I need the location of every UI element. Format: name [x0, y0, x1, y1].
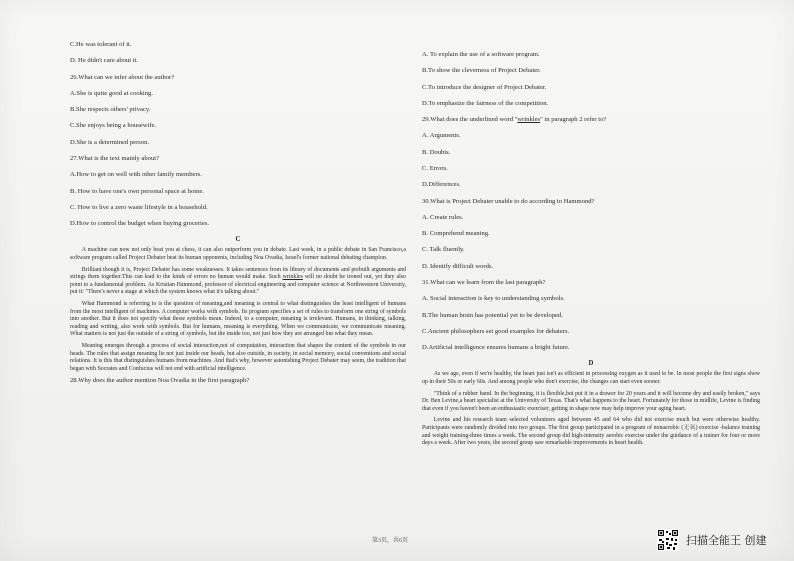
q28-option-a: A. To explain the use of a software program. — [422, 51, 540, 58]
q28-question: 28.Why does the author mention Noa Ovadia in the first paragraph? — [70, 377, 250, 385]
right-column — [422, 51, 760, 452]
section-c-paragraph-2-start: Brilliant though it is, Project Debater has some weaknesses. It takes sentences from its library of documents and prebuilt arguments and strings them together.This can lead to the kinds of errors no human would make. Such — [70, 266, 406, 281]
q27-option-d: D.How to control the budget when buying groceries. — [70, 220, 209, 228]
section-d-paragraph-1: As we age, even if we're healthy, the heart just isn't as efficient in processing oxygen as it used to be. In most people the first signs show up in their 50s or early 60s. And among people who don't exercise, the changes can start even sooner. — [422, 371, 760, 386]
q30-question: 30.What is Project Debater unable to do according to Hammond? — [422, 197, 595, 205]
section-c-title: C — [235, 236, 241, 244]
q26-option-d: D.She is a determined person. — [70, 138, 150, 146]
q28-option-c: C.To introduce the designer of Project Debater. — [422, 83, 547, 91]
q26-question: 26.What can we infer about the author? — [70, 73, 175, 81]
q29-option-b: B. Doubts. — [422, 148, 451, 156]
q29-option-d: D.Differences. — [422, 181, 461, 189]
q29-question-start: 29.What does the underlined word " — [422, 116, 518, 124]
section-d-paragraph-3: Levine and his research team selected volunteers aged between 45 and 64 who did not exercise much but were otherwise healthy. Participants were randomly divided into two groups. The first group participated in a program of nonaerobic (无氧) exercise -balance training and weight training-three times a week. The second group did high-intensity aerobic exercise under the guidance of a trainer for four or more days a week. After two years, the second group saw remarkable improvements in heart health. — [422, 417, 760, 447]
scanner-brand-label: 扫描全能王 创建 — [686, 534, 767, 547]
q25-option-d: D. He didn't care about it. — [70, 57, 139, 65]
q31-option-a: A. Social interaction is key to understanding symbols. — [422, 295, 565, 303]
underlined-word-wrinkles: wrinkles — [282, 274, 303, 281]
q27-option-a: A.How to get on well with other family members. — [70, 171, 202, 179]
q26-option-a: A.She is quite good at cooking. — [70, 89, 153, 97]
q31-question: 31.What can we learn from the last paragraph? — [422, 278, 546, 286]
section-c-paragraph-2-rest: will no doubt be ironed out, yet they also point to a fundamental problem. As Kristian Hammond, professor of electrical engineering and computer science at Northwestern University, put it: "There's never a stage at which the system knows what it's talking about." — [70, 274, 406, 296]
q31-option-d: D.Artificial intelligence ensures humans a bright future. — [422, 344, 570, 352]
q28-option-b: B.To show the cleverness of Project Debater. — [422, 67, 541, 75]
left-column — [70, 41, 406, 394]
q30-option-a: A. Create rules. — [422, 213, 464, 221]
q27-option-b: B. How to have one's own personal space at home. — [70, 187, 204, 195]
q30-option-c: C. Talk fluently. — [422, 246, 465, 254]
section-c-paragraph-3: What Hammond is referring to is the question of meaning,and meaning is central to what distinguishes the least intelligent of humans from the most intelligent of machines. A computer works with symbols. Its program specifies a set of rules to transform one string of symbols into another. But it does not specify what those symbols mean. Indeed, to a computer, meaning is irrelevant. Humans, in thinking, talking, reading and writing, also work with symbols. But for humans, meaning is everything. When we communicate, we communicate meaning. What matters is not just the outside of a string of symbols, but the inside too, not just how they are arranged but what they mean. — [70, 301, 406, 338]
q27-question: 27.What is the text mainly about? — [70, 154, 159, 162]
q31-option-b: B.The human brain has potential yet to be developed. — [422, 311, 563, 319]
q31-option-c: C.Ancient philosophers set good examples for debaters. — [422, 327, 570, 335]
q29-option-c: C. Errors. — [422, 164, 448, 172]
page-number: 第3页，共6页 — [372, 538, 409, 544]
q30-option-b: B. Comprehend meaning. — [422, 230, 490, 238]
q30-option-d: D. Identify difficult words. — [422, 262, 494, 270]
q29-question-end: " in paragraph 2 refer to? — [540, 116, 607, 124]
section-d-paragraph-2: "Think of a rubber band. In the beginning, it is flexible,but put it in a drawer for 20 years and it will become dry and easily broken," says Dr. Ben Levine,a heart specialist at the University of Texas. That's what happens to the heart. Fortunately for those in midlife, Levine is finding that even if you haven't been an enthusiastic exerciser, getting in shape now may help improve your aging heart. — [422, 390, 760, 412]
q26-option-c: C.She enjoys being a housewife. — [70, 122, 157, 130]
q26-option-b: B.She respects others' privacy. — [70, 106, 151, 114]
q28-option-d: D.To emphasize the fairness of the competition. — [422, 99, 549, 107]
q29-option-a: A. Arguments. — [422, 132, 461, 140]
q29-question — [422, 116, 760, 124]
section-c-paragraph-1: A machine can now not only beat you at chess, it can also outperform you in debate. Last week, in a public debate in San Francisco,a software program called Project Debater beat its human opponents, including Noa Ovadia, Israel's former national debating champion. — [70, 247, 406, 262]
section-d-title: D — [588, 360, 594, 368]
section-c-paragraph-4: Meaning emerges through a process of social interaction,not of computation, interaction that shapes the content of the symbols in our heads. The rules that assign meaning lie not just inside our heads, but also outside, in society, in social memory, social conventions and social relations. It is this that distinguishes humans from machines. And that's why, however astonishing Project Debater may seem, the tradition that began with Socrates and Confucius will not end with artificial intelligence. — [70, 343, 406, 372]
q27-option-c: C. How to live a zero waste lifestyle in a household. — [70, 203, 208, 211]
q29-underlined-word: wrinkles — [517, 116, 541, 124]
section-c-paragraph-2 — [70, 267, 406, 297]
q25-option-c: C.He was tolerant of it. — [70, 41, 132, 48]
qr-code-icon — [657, 529, 679, 551]
